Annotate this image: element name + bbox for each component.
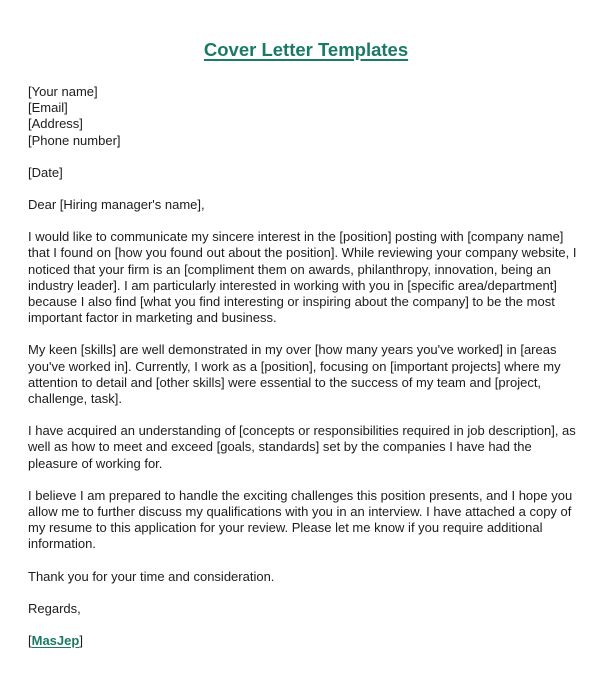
paragraph-line: challenge, task]. xyxy=(28,391,122,407)
paragraph-line: because I also find [what you find interesting or inspiring about the company] to be the most xyxy=(28,294,555,310)
paragraph-line: I believe I am prepared to handle the exciting challenges this position presents, and I hope you xyxy=(28,487,573,503)
sender-email: [Email] xyxy=(28,100,68,116)
regards: Regards, xyxy=(28,600,81,616)
signature xyxy=(28,633,588,649)
sender-address: [Address] xyxy=(28,116,83,132)
paragraph-closing xyxy=(28,488,588,553)
paragraph-line: well as how to meet and exceed [goals, standards] set by the companies I have had the xyxy=(28,439,532,455)
paragraph-line: you've worked in]. Currently, I work as a [position], focusing on [important projects] where my xyxy=(28,358,561,374)
paragraph-interest xyxy=(28,229,588,326)
paragraph-line: I would like to communicate my sincere interest in the [position] posting with [company name] xyxy=(28,229,564,245)
paragraph-line: allow me to further discuss my qualifications with you in an interview. I have attached a copy of xyxy=(28,504,572,520)
paragraph-understanding xyxy=(28,423,588,472)
letter-date: [Date] xyxy=(28,164,63,180)
paragraph-line: information. xyxy=(28,536,96,552)
letter-body xyxy=(28,84,588,649)
paragraph-line: industry leader]. I am particularly interested in working with you in [specific area/department] xyxy=(28,277,557,293)
paragraph-line: pleasure of working for. xyxy=(28,455,163,471)
sender-phone: [Phone number] xyxy=(28,132,121,148)
sender-name: [Your name] xyxy=(28,84,98,99)
paragraph-line: I have acquired an understanding of [concepts or responsibilities required in job description], as xyxy=(28,423,576,439)
paragraph-line: noticed that your firm is an [compliment them on awards, philanthropy, innovation, being an xyxy=(28,261,551,277)
sender-info xyxy=(28,84,588,149)
greeting: Dear [Hiring manager's name], xyxy=(28,197,205,213)
signature-name-link[interactable]: MasJep xyxy=(31,633,80,649)
paragraph-line: important factor in marketing and business. xyxy=(28,310,277,326)
signature-open-bracket: [ xyxy=(28,633,32,649)
signature-close-bracket: ] xyxy=(79,633,83,649)
paragraph-line: my resume to this application for your review. Please let me know if you require additional xyxy=(28,520,543,536)
paragraph-skills xyxy=(28,342,588,407)
paragraph-line: My keen [skills] are well demonstrated in my over [how many years you've worked] in [areas xyxy=(28,342,557,358)
paragraph-line: attention to detail and [other skills] were essential to the success of my team and [project, xyxy=(28,374,542,390)
page-title: Cover Letter Templates xyxy=(203,39,409,60)
closing-thanks: Thank you for your time and consideration. xyxy=(28,568,275,584)
paragraph-line: that I found on [how you found out about the position]. While reviewing your company website, I xyxy=(28,245,577,261)
